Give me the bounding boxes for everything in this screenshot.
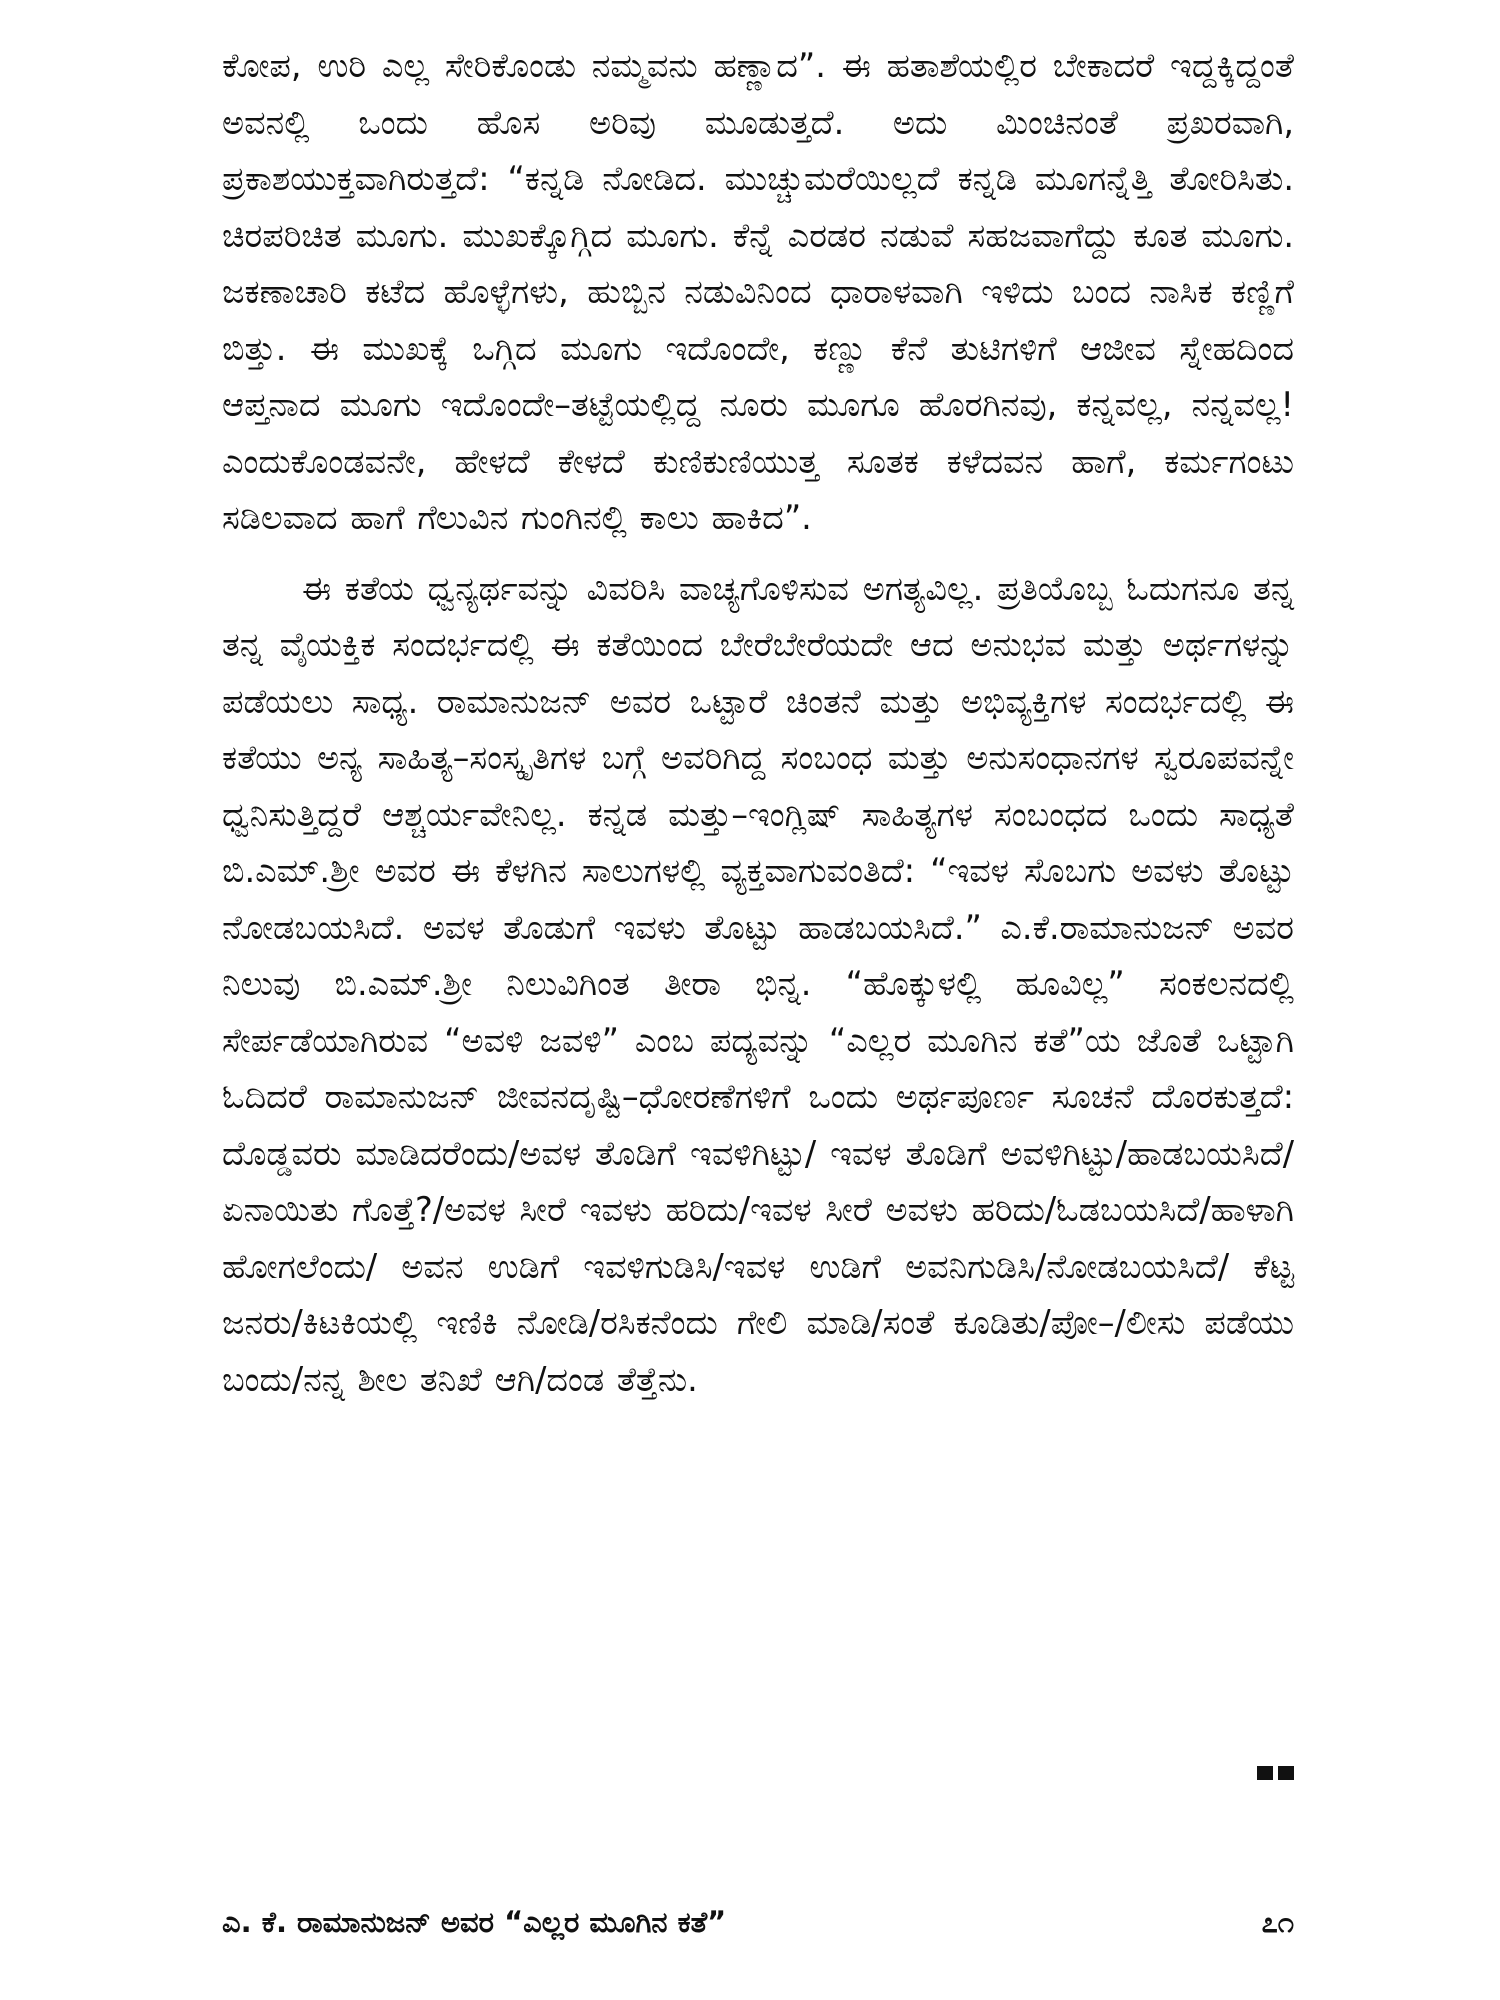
running-title: ಎ. ಕೆ. ರಾಮಾನುಜನ್ ಅವರ “ಎಲ್ಲರ ಮೂಗಿನ ಕತೆ” [222,1905,727,1939]
end-square-icon [1257,1766,1273,1780]
section-end-marks [1257,1766,1294,1780]
page-footer [222,1905,1294,1940]
page-number: ೭೧ [1261,1905,1294,1939]
paragraph: ಕೋಪ, ಉರಿ ಎಲ್ಲ ಸೇರಿಕೊಂಡು ನಮ್ಮವನು ಹಣ್ಣಾದ”. ಈ ಹತಾಶೆಯಲ್ಲಿರ ಬೇಕಾದರೆ ಇದ್ದಕ್ಕಿದ್ದಂತೆ ಅವನಲ್ಲಿ ಒಂದು ಹೊಸ ಅರಿವು ಮೂಡುತ್ತದೆ. ಅದು ಮಿಂಚಿನಂತೆ ಪ್ರಖರವಾಗಿ, ಪ್ರಕಾಶಯುಕ್ತವಾಗಿರುತ್ತದೆ: “ಕನ್ನಡಿ ನೋಡಿದ. ಮುಚ್ಚುಮರೆಯಿಲ್ಲದೆ ಕನ್ನಡಿ ಮೂಗನ್ನೆತ್ತಿ ತೋರಿಸಿತು. ಚಿರಪರಿಚಿತ ಮೂಗು. ಮುಖಕ್ಕೊಗ್ಗಿದ ಮೂಗು. ಕೆನ್ನೆ ಎರಡರ ನಡುವೆ ಸಹಜವಾಗೆದ್ದು ಕೂತ ಮೂಗು. ಜಕಣಾಚಾರಿ ಕಟೆದ ಹೊಳ್ಳೆಗಳು, ಹುಬ್ಬಿನ ನಡುವಿನಿಂದ ಧಾರಾಳವಾಗಿ ಇಳಿದು ಬಂದ ನಾಸಿಕ ಕಣ್ಣಿಗೆ ಬಿತ್ತು. ಈ ಮುಖಕ್ಕೆ ಒಗ್ಗಿದ ಮೂಗು ಇದೊಂದೇ, ಕಣ್ಣು ಕೆನೆ ತುಟಿಗಳಿಗೆ ಆಜೀವ ಸ್ನೇಹದಿಂದ ಆಪ್ತನಾದ ಮೂಗು ಇದೊಂದೇ–ತಟ್ಟೆಯಲ್ಲಿದ್ದ ನೂರು ಮೂಗೂ ಹೊರಗಿನವು, ಕನ್ನವಲ್ಲ, ನನ್ನವಲ್ಲ! ಎಂದುಕೊಂಡವನೇ, ಹೇಳದೆ ಕೇಳದೆ ಕುಣಿಕುಣಿಯುತ್ತ ಸೂತಕ ಕಳೆದವನ ಹಾಗೆ, ಕರ್ಮಗಂಟು ಸಡಿಲವಾದ ಹಾಗೆ ಗೆಲುವಿನ ಗುಂಗಿನಲ್ಲಿ ಕಾಲು ಹಾಕಿದ”. [222,46,1294,537]
paragraph: ಈ ಕತೆಯ ಧ್ವನ್ಯರ್ಥವನ್ನು ವಿವರಿಸಿ ವಾಚ್ಯಗೊಳಿಸುವ ಅಗತ್ಯವಿಲ್ಲ. ಪ್ರತಿಯೊಬ್ಬ ಓದುಗನೂ ತನ್ನ ತನ್ನ ವೈಯಕ್ತಿಕ ಸಂದರ್ಭದಲ್ಲಿ ಈ ಕತೆಯಿಂದ ಬೇರೆಬೇರೆಯದೇ ಆದ ಅನುಭವ ಮತ್ತು ಅರ್ಥಗಳನ್ನು ಪಡೆಯಲು ಸಾಧ್ಯ. ರಾಮಾನುಜನ್ ಅವರ ಒಟ್ಟಾರೆ ಚಿಂತನೆ ಮತ್ತು ಅಭಿವ್ಯಕ್ತಿಗಳ ಸಂದರ್ಭದಲ್ಲಿ ಈ ಕತೆಯು ಅನ್ಯ ಸಾಹಿತ್ಯ–ಸಂಸ್ಕೃತಿಗಳ ಬಗ್ಗೆ ಅವರಿಗಿದ್ದ ಸಂಬಂಧ ಮತ್ತು ಅನುಸಂಧಾನಗಳ ಸ್ವರೂಪವನ್ನೇ ಧ್ವನಿಸುತ್ತಿದ್ದರೆ ಆಶ್ಚರ್ಯವೇನಿಲ್ಲ. ಕನ್ನಡ ಮತ್ತು–ಇಂಗ್ಲಿಷ್ ಸಾಹಿತ್ಯಗಳ ಸಂಬಂಧದ ಒಂದು ಸಾಧ್ಯತೆ ಬಿ.ಎಮ್.ಶ್ರೀ ಅವರ ಈ ಕೆಳಗಿನ ಸಾಲುಗಳಲ್ಲಿ ವ್ಯಕ್ತವಾಗುವಂತಿದೆ: “ಇವಳ ಸೊಬಗು ಅವಳು ತೊಟ್ಟು ನೋಡಬಯಸಿದೆ. ಅವಳ ತೊಡುಗೆ ಇವಳು ತೊಟ್ಟು ಹಾಡಬಯಸಿದೆ.” ಎ.ಕೆ.ರಾಮಾನುಜನ್ ಅವರ ನಿಲುವು ಬಿ.ಎಮ್.ಶ್ರೀ ನಿಲುವಿಗಿಂತ ತೀರಾ ಭಿನ್ನ. “ಹೊಕ್ಕುಳಲ್ಲಿ ಹೂವಿಲ್ಲ” ಸಂಕಲನದಲ್ಲಿ ಸೇರ್ಪಡೆಯಾಗಿರುವ “ಅವಳಿ ಜವಳಿ” ಎಂಬ ಪದ್ಯವನ್ನು “ಎಲ್ಲರ ಮೂಗಿನ ಕತೆ”ಯ ಜೊತೆ ಒಟ್ಟಾಗಿ ಓದಿದರೆ ರಾಮಾನುಜನ್ ಜೀವನದೃಷ್ಟಿ–ಧೋರಣೆಗಳಿಗೆ ಒಂದು ಅರ್ಥಪೂರ್ಣ ಸೂಚನೆ ದೊರಕುತ್ತದೆ: ದೊಡ್ಡವರು ಮಾಡಿದರೆಂದು/ಅವಳ ತೊಡಿಗೆ ಇವಳಿಗಿಟ್ಟು/ ಇವಳ ತೊಡಿಗೆ ಅವಳಿಗಿಟ್ಟು/ಹಾಡಬಯಸಿದೆ/ಏನಾಯಿತು ಗೊತ್ತೆ?/ಅವಳ ಸೀರೆ ಇವಳು ಹರಿದು/ಇವಳ ಸೀರೆ ಅವಳು ಹರಿದು/ಓಡಬಯಸಿದೆ/ಹಾಳಾಗಿ ಹೋಗಲೆಂದು/ ಅವನ ಉಡಿಗೆ ಇವಳಿಗುಡಿಸಿ/ಇವಳ ಉಡಿಗೆ ಅವನಿಗುಡಿಸಿ/ನೋಡಬಯಸಿದೆ/ ಕೆಟ್ಟ ಜನರು/ಕಿಟಕಿಯಲ್ಲಿ ಇಣಿಕಿ ನೋಡಿ/ರಸಿಕನೆಂದು ಗೇಲಿ ಮಾಡಿ/ಸಂತೆ ಕೂಡಿತು/ಪೋ–/ಲೀಸು ಪಡೆಯು ಬಂದು/ನನ್ನ ಶೀಲ ತನಿಖೆ ಆಗಿ/ದಂಡ ತೆತ್ತೆನು. [222,568,1294,1399]
end-square-icon [1278,1766,1294,1780]
page-body [222,38,1294,1408]
